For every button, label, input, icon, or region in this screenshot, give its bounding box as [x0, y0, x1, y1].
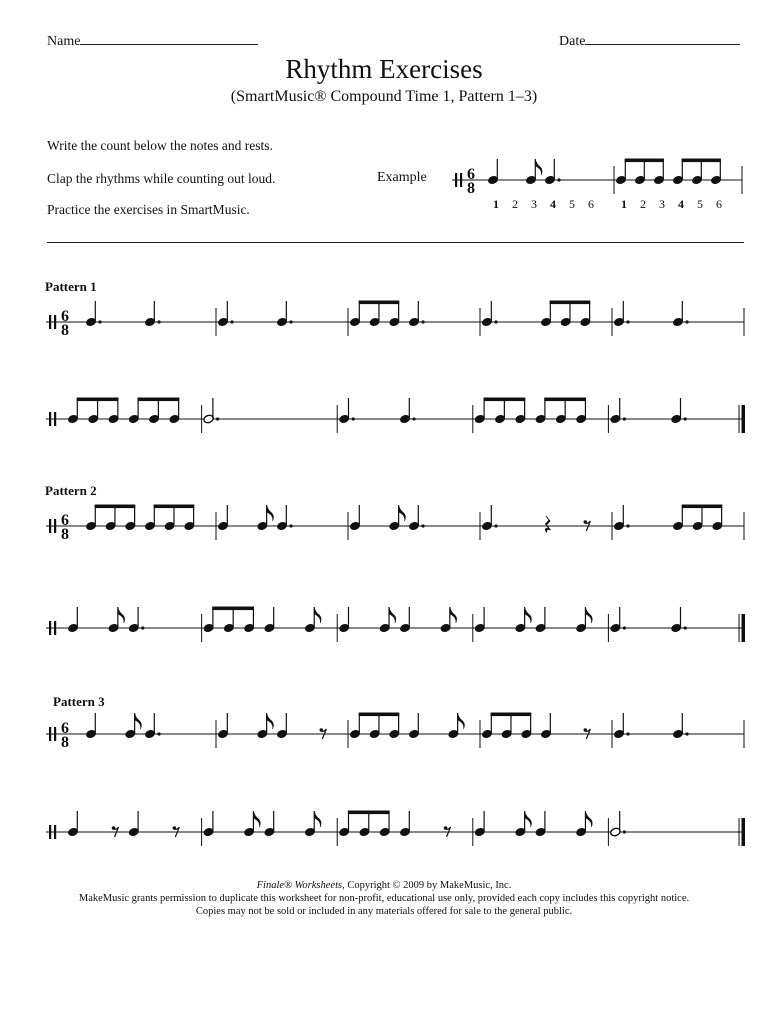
dotted-quarter-note — [408, 301, 424, 327]
quarter-note — [349, 505, 360, 531]
augmentation-dot — [352, 417, 355, 420]
augmentation-dot — [684, 626, 687, 629]
measure — [487, 159, 560, 185]
example-count: 5 — [569, 197, 575, 211]
beamed-eighth-group — [67, 398, 119, 424]
measure — [349, 505, 424, 531]
example-count: 4 — [678, 197, 684, 211]
augmentation-dot — [557, 178, 560, 181]
flag — [535, 159, 542, 175]
time-signature-top: 6 — [61, 720, 69, 737]
time-signature — [467, 166, 475, 197]
dotted-quarter-note — [481, 505, 497, 531]
measure — [481, 301, 591, 327]
time-signature-bottom: 8 — [467, 180, 475, 197]
dotted-quarter-note — [217, 301, 233, 327]
dotted-quarter-note — [85, 301, 101, 327]
measure — [338, 398, 415, 424]
flag — [314, 607, 321, 623]
percussion-clef — [460, 173, 462, 187]
time-signature — [61, 512, 69, 543]
percussion-clef — [54, 727, 56, 741]
measure — [67, 811, 179, 837]
eighth-note — [304, 607, 321, 633]
measure — [610, 398, 687, 424]
beam — [95, 505, 136, 509]
flag — [458, 713, 465, 729]
flag — [399, 505, 406, 521]
eighth-note — [515, 811, 532, 837]
final-barline-thick — [742, 405, 746, 433]
measure — [217, 713, 326, 739]
eighth-note — [257, 713, 274, 739]
beamed-eighth-group — [144, 505, 195, 531]
measure — [613, 505, 723, 531]
eighth-note — [575, 607, 592, 633]
flag — [267, 713, 274, 729]
beamed-eighth-group — [672, 505, 723, 531]
pattern-1-label: Pattern 1 — [45, 279, 97, 294]
dotted-quarter-note — [481, 301, 497, 327]
example-count: 4 — [550, 197, 556, 211]
time-signature — [61, 720, 69, 751]
page-title: Rhythm Exercises — [285, 54, 483, 84]
footer-copyright-text: , Copyright © 2009 by MakeMusic, Inc. — [342, 880, 512, 891]
measure — [338, 607, 456, 633]
augmentation-dot — [626, 320, 629, 323]
flag — [135, 713, 142, 729]
measure — [349, 713, 464, 739]
augmentation-dot — [623, 626, 626, 629]
time-signature-top: 6 — [467, 166, 475, 183]
footer-copyright — [0, 880, 768, 891]
time-signature-bottom: 8 — [61, 526, 69, 543]
measure — [474, 607, 592, 633]
flag — [253, 811, 260, 827]
augmentation-dot — [157, 732, 160, 735]
dotted-quarter-note — [276, 505, 292, 531]
dotted-quarter-note — [276, 301, 292, 327]
name-label: Name — [47, 34, 81, 49]
dotted-quarter-note — [544, 159, 560, 185]
beamed-eighth-group — [128, 398, 180, 424]
measure — [474, 398, 587, 424]
measure — [67, 398, 180, 424]
measure — [610, 811, 626, 837]
beamed-eighth-group — [535, 398, 587, 424]
measure — [217, 505, 292, 531]
beam — [77, 398, 119, 402]
augmentation-dot — [623, 830, 626, 833]
beamed-eighth-group — [349, 713, 400, 739]
quarter-note — [217, 713, 228, 739]
measure — [349, 301, 424, 327]
dotted-quarter-note — [610, 607, 626, 633]
quarter-note — [399, 811, 410, 837]
flag — [585, 607, 592, 623]
dotted-quarter-note — [613, 505, 629, 531]
beam — [491, 713, 532, 717]
beamed-eighth-group — [85, 505, 136, 531]
eighth-note — [108, 607, 125, 633]
beamed-eighth-group — [349, 301, 400, 327]
time-signature-top: 6 — [61, 512, 69, 529]
dotted-quarter-note — [672, 713, 688, 739]
percussion-clef — [49, 825, 51, 839]
date-label: Date — [559, 34, 586, 49]
beam — [484, 398, 526, 402]
augmentation-dot — [98, 320, 101, 323]
dotted-quarter-note — [338, 398, 354, 424]
beam — [212, 607, 254, 611]
augmentation-dot — [421, 320, 424, 323]
eighth-note — [440, 607, 457, 633]
quarter-note — [535, 811, 546, 837]
final-barline-thick — [742, 614, 746, 642]
beam — [625, 159, 664, 163]
quarter-note — [474, 811, 485, 837]
flag — [450, 607, 457, 623]
augmentation-dot — [141, 626, 144, 629]
quarter-note — [85, 713, 96, 739]
eighth-note — [525, 159, 542, 185]
eighth-note — [448, 713, 465, 739]
augmentation-dot — [626, 732, 629, 735]
time-signature-top: 6 — [61, 308, 69, 325]
augmentation-dot — [623, 417, 626, 420]
dotted-half-note — [203, 398, 219, 424]
flag — [525, 811, 532, 827]
percussion-clef — [54, 621, 56, 635]
beam — [154, 505, 195, 509]
quarter-note — [338, 607, 349, 633]
measure — [613, 713, 688, 739]
rest-glyph — [545, 516, 550, 532]
augmentation-dot — [412, 417, 415, 420]
flag — [389, 607, 396, 623]
beamed-eighth-group — [203, 607, 255, 633]
percussion-clef — [54, 519, 56, 533]
measure — [474, 811, 592, 837]
instruction-3: Practice the exercises in SmartMusic. — [47, 202, 250, 217]
augmentation-dot — [421, 524, 424, 527]
measure — [203, 811, 321, 837]
beam — [348, 811, 390, 815]
time-signature-bottom: 8 — [61, 734, 69, 751]
beam — [550, 301, 591, 305]
example-count: 3 — [531, 197, 537, 211]
dotted-quarter-note — [613, 713, 629, 739]
dotted-quarter-note — [610, 398, 626, 424]
beam — [544, 398, 586, 402]
example-count: 3 — [659, 197, 665, 211]
measure — [610, 607, 687, 633]
quarter-note — [67, 607, 78, 633]
percussion-clef — [49, 519, 51, 533]
dotted-quarter-note — [613, 301, 629, 327]
flag — [585, 811, 592, 827]
beamed-eighth-group — [615, 159, 664, 185]
beam — [359, 301, 400, 305]
pattern-2-staff-2 — [46, 607, 745, 643]
beamed-eighth-group — [481, 713, 532, 739]
final-barline-thick — [742, 818, 746, 846]
augmentation-dot — [626, 524, 629, 527]
quarter-note — [276, 713, 287, 739]
augmentation-dot — [157, 320, 160, 323]
percussion-clef — [54, 412, 56, 426]
augmentation-dot — [685, 320, 688, 323]
footer-product-name: Finale® Worksheets — [256, 880, 343, 891]
measure — [85, 505, 195, 531]
beam — [682, 505, 723, 509]
quarter-note — [474, 607, 485, 633]
eighth-note — [379, 607, 396, 633]
footer-restriction: Copies may not be sold or included in any materials offered for sale to the general public. — [195, 906, 573, 917]
measure — [67, 607, 144, 633]
augmentation-dot — [216, 417, 219, 420]
quarter-note — [264, 607, 275, 633]
measure — [613, 301, 688, 327]
measure — [615, 159, 721, 185]
percussion-clef — [49, 621, 51, 635]
flag — [267, 505, 274, 521]
eighth-note — [257, 505, 274, 531]
example-count: 1 — [621, 197, 627, 211]
quarter-note — [128, 811, 139, 837]
percussion-clef — [54, 825, 56, 839]
beam — [359, 713, 400, 717]
flag — [118, 607, 125, 623]
quarter-note — [535, 607, 546, 633]
pattern-3-staff-2 — [46, 811, 745, 847]
instruction-2: Clap the rhythms while counting out loud. — [47, 171, 276, 186]
eighth-note — [575, 811, 592, 837]
beamed-eighth-group — [338, 811, 390, 837]
percussion-clef — [49, 412, 51, 426]
dotted-quarter-note — [670, 607, 686, 633]
beamed-eighth-group — [672, 159, 721, 185]
example-count: 6 — [588, 197, 594, 211]
dotted-half-note — [610, 811, 626, 837]
augmentation-dot — [685, 732, 688, 735]
example-count: 2 — [512, 197, 518, 211]
percussion-clef — [49, 727, 51, 741]
augmentation-dot — [230, 320, 233, 323]
flag — [314, 811, 321, 827]
beamed-eighth-group — [474, 398, 526, 424]
dotted-quarter-note — [128, 607, 144, 633]
measure — [217, 301, 292, 327]
example-count: 2 — [640, 197, 646, 211]
pattern-2-staff-1 — [46, 505, 744, 544]
dotted-quarter-note — [672, 301, 688, 327]
example-label: Example — [377, 170, 427, 185]
pattern-3-staff-1 — [46, 713, 744, 752]
augmentation-dot — [289, 524, 292, 527]
footer-permission: MakeMusic grants permission to duplicate this worksheet for non-profit, educational use only, provided each copy includes this copyright notice. — [78, 893, 690, 904]
augmentation-dot — [684, 417, 687, 420]
instruction-1: Write the count below the notes and rests. — [47, 138, 273, 153]
eighth-note — [125, 713, 142, 739]
eighth-note — [389, 505, 406, 531]
example-count: 5 — [697, 197, 703, 211]
quarter-note — [203, 811, 214, 837]
eighth-note — [243, 811, 260, 837]
quarter-note — [217, 505, 228, 531]
dotted-quarter-note — [408, 505, 424, 531]
example-counts — [493, 197, 722, 211]
augmentation-dot — [494, 320, 497, 323]
eighth-note — [304, 811, 321, 837]
quarter-rest — [545, 516, 550, 532]
measure — [85, 713, 160, 739]
dotted-quarter-note — [399, 398, 415, 424]
measure — [203, 398, 219, 424]
percussion-clef — [54, 315, 56, 329]
measure — [338, 811, 450, 838]
percussion-clef — [455, 173, 457, 187]
measure — [481, 713, 590, 740]
example-count: 6 — [716, 197, 722, 211]
flag — [525, 607, 532, 623]
beamed-eighth-group — [540, 301, 591, 327]
augmentation-dot — [494, 524, 497, 527]
pattern-3-label: Pattern 3 — [53, 694, 105, 709]
measure — [481, 505, 590, 532]
quarter-note — [487, 159, 498, 185]
dotted-quarter-note — [144, 301, 160, 327]
quarter-note — [540, 713, 551, 739]
measure — [85, 301, 160, 327]
dotted-quarter-note — [144, 713, 160, 739]
example-count: 1 — [493, 197, 499, 211]
pattern-1-staff-1 — [46, 301, 744, 340]
quarter-note — [408, 713, 419, 739]
quarter-note — [399, 607, 410, 633]
time-signature — [61, 308, 69, 339]
beam — [682, 159, 721, 163]
quarter-note — [67, 811, 78, 837]
augmentation-dot — [289, 320, 292, 323]
percussion-clef — [49, 315, 51, 329]
beam — [138, 398, 180, 402]
pattern-2-label: Pattern 2 — [45, 483, 97, 498]
pattern-1-staff-2 — [46, 398, 745, 434]
quarter-note — [264, 811, 275, 837]
measure — [203, 607, 321, 633]
dotted-quarter-note — [670, 398, 686, 424]
page-subtitle: (SmartMusic® Compound Time 1, Pattern 1–3) — [230, 88, 538, 105]
example-staff — [452, 159, 742, 198]
time-signature-bottom: 8 — [61, 322, 69, 339]
eighth-note — [515, 607, 532, 633]
